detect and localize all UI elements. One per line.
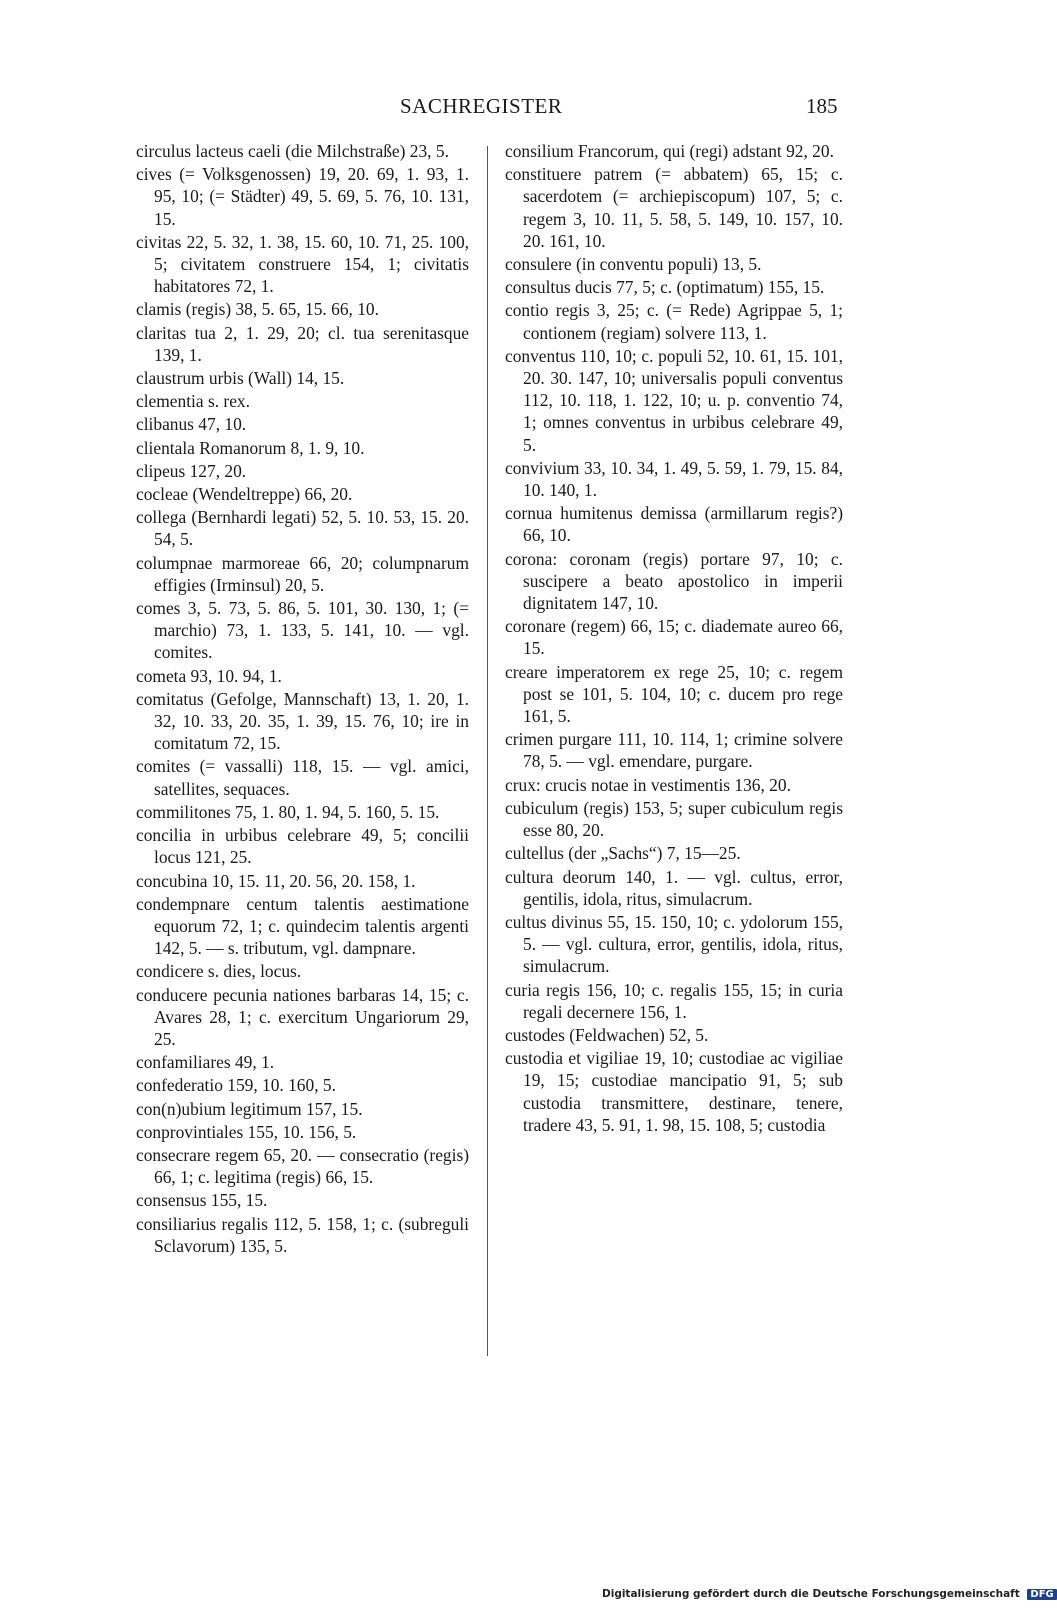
index-entry: condempnare centum talentis aestimatione equorum 72, 1; c. quindecim talentis argenti 142, 5. — s. tributum, vgl. dampnare. — [136, 893, 469, 959]
index-entry: convivium 33, 10. 34, 1. 49, 5. 59, 1. 79, 15. 84, 10. 140, 1. — [505, 457, 843, 501]
index-entry: clamis (regis) 38, 5. 65, 15. 66, 10. — [136, 299, 379, 320]
index-entry: confederatio 159, 10. 160, 5. — [136, 1075, 336, 1096]
index-entry: cometa 93, 10. 94, 1. — [136, 665, 282, 686]
index-entry: comites (= vassalli) 118, 15. — vgl. amici, satellites, sequaces. — [136, 756, 469, 799]
index-entry: custodes (Feldwachen) 52, 5. — [505, 1024, 709, 1045]
index-entry: consensus 155, 15. — [136, 1190, 268, 1211]
index-entry: crimen purgare 111, 10. 114, 1; crimine solvere 78, 5. — vgl. emendare, purgare. — [505, 729, 843, 772]
index-entry: columpnae marmoreae 66, 20; columpnarum effigies (Irminsul) 20, 5. — [136, 552, 469, 595]
running-title: SACHREGISTER — [400, 94, 563, 118]
index-entry: conventus 110, 10; c. populi 52, 10. 61, 15. 101, 20. 30. 147, 10; universalis populi conventus 112, 10. 118, 1. 122, 10; u. p. conventio 74, 1; omnes conventus in urbibus celebrare 49, 5. — [505, 345, 843, 455]
index-entry: cornua humitenus demissa (armillarum regis?) 66, 10. — [505, 503, 843, 546]
index-entry: comitatus (Gefolge, Mannschaft) 13, 1. 20, 1. 32, 10. 33, 20. 35, 1. 39, 15. 76, 10; ire in comitatum 72, 15. — [136, 688, 469, 754]
index-entry: custodia et vigiliae 19, 10; custodiae ac vigiliae 19, 15; custodiae mancipatio 91, 5; sub custodia transmittere, destinare, tenere, tradere 43, 5. 91, 1. 98, 15. 108, 5; custodia — [505, 1048, 843, 1135]
index-column-left — [136, 140, 469, 1258]
index-entry: confamiliares 49, 1. — [136, 1052, 275, 1073]
index-entry: cultus divinus 55, 15. 150, 10; c. ydolorum 155, 5. — vgl. cultura, error, gentilis, idola, ritus, simulacrum. — [505, 911, 843, 977]
digitization-note: Digitalisierung gefördert durch die Deutsche Forschungsgemeinschaft — [602, 1588, 1020, 1600]
index-entry: collega (Bernhardi legati) 52, 5. 10. 53, 15. 20. 54, 5. — [136, 507, 469, 550]
index-entry: contio regis 3, 25; c. (= Rede) Agrippae 5, 1; contionem (regiam) solvere 113, 1. — [505, 300, 843, 343]
index-entry: corona: coronam (regis) portare 97, 10; c. suscipere a beato apostolico in imperii dignitatem 147, 10. — [505, 548, 843, 614]
index-entry: con(n)ubium legitimum 157, 15. — [136, 1098, 363, 1119]
index-entry: conducere pecunia nationes barbaras 14, 15; c. Avares 28, 1; c. exercitum Ungariorum 29, 25. — [136, 984, 469, 1049]
index-entry: commilitones 75, 1. 80, 1. 94, 5. 160, 5. 15. — [136, 801, 440, 822]
index-entry: consecrare regem 65, 20. — consecratio (regis) 66, 1; c. legitima (regis) 66, 15. — [136, 1144, 469, 1188]
index-entry: creare imperatorem ex rege 25, 10; c. regem post se 101, 5. 104, 10; c. ducem pro rege 161, 5. — [505, 661, 843, 727]
column-divider — [487, 146, 488, 1356]
index-entry: clipeus 127, 20. — [136, 460, 247, 481]
index-entry: crux: crucis notae in vestimentis 136, 20. — [505, 774, 791, 795]
page-number: 185 — [806, 94, 838, 118]
index-entry: claustrum urbis (Wall) 14, 15. — [136, 368, 345, 389]
digitization-footer — [602, 1588, 1057, 1600]
index-column-right — [505, 140, 843, 1137]
dfg-logo-icon: DFG — [1027, 1589, 1056, 1600]
index-entry: claritas tua 2, 1. 29, 20; cl. tua serenitasque 139, 1. — [136, 322, 469, 365]
index-entry: concilia in urbibus celebrare 49, 5; concilii locus 121, 25. — [136, 825, 469, 868]
index-entry: circulus lacteus caeli (die Milchstraße) 23, 5. — [136, 141, 449, 161]
index-entry: consilium Francorum, qui (regi) adstant 92, 20. — [505, 141, 834, 161]
index-entry: civitas 22, 5. 32, 1. 38, 15. 60, 10. 71, 25. 100, 5; civitatem construere 154, 1; civitatis habitatores 72, 1. — [136, 231, 469, 297]
index-entry: coronare (regem) 66, 15; c. diademate aureo 66, 15. — [505, 616, 843, 659]
index-entry: concubina 10, 15. 11, 20. 56, 20. 158, 1. — [136, 870, 416, 891]
index-entry: cultellus (der „Sachs“) 7, 15—25. — [505, 843, 741, 864]
index-entry: consulere (in conventu populi) 13, 5. — [505, 254, 762, 275]
index-entry: clientala Romanorum 8, 1. 9, 10. — [136, 437, 365, 458]
index-entry: curia regis 156, 10; c. regalis 155, 15; in curia regali decernere 156, 1. — [505, 979, 843, 1022]
index-entry: clementia s. rex. — [136, 391, 250, 412]
index-entry: comes 3, 5. 73, 5. 86, 5. 101, 30. 130, 1; (= marchio) 73, 1. 133, 5. 141, 10. — vgl. comites. — [136, 598, 469, 663]
index-entry: cocleae (Wendeltreppe) 66, 20. — [136, 484, 353, 505]
index-entry: cultura deorum 140, 1. — vgl. cultus, error, gentilis, idola, ritus, simulacrum. — [505, 866, 843, 909]
index-entry: consiliarius regalis 112, 5. 158, 1; c. (subreguli Sclavorum) 135, 5. — [136, 1213, 469, 1256]
index-entry: clibanus 47, 10. — [136, 414, 247, 435]
index-entry: cives (= Volksgenossen) 19, 20. 69, 1. 93, 1. 95, 10; (= Städter) 49, 5. 69, 5. 76, 10. 131, 15. — [136, 164, 469, 229]
index-entry: condicere s. dies, locus. — [136, 961, 302, 982]
index-entry: consultus ducis 77, 5; c. (optimatum) 155, 15. — [505, 277, 825, 298]
index-entry: cubiculum (regis) 153, 5; super cubiculum regis esse 80, 20. — [505, 797, 843, 841]
index-entry: conprovintiales 155, 10. 156, 5. — [136, 1121, 357, 1142]
index-entry: constituere patrem (= abbatem) 65, 15; c. sacerdotem (= archiepiscopum) 107, 5; c. regem 3, 10. 11, 5. 58, 5. 149, 10. 157, 10. 20. 161, 10. — [505, 164, 843, 251]
page-header — [0, 94, 1000, 124]
